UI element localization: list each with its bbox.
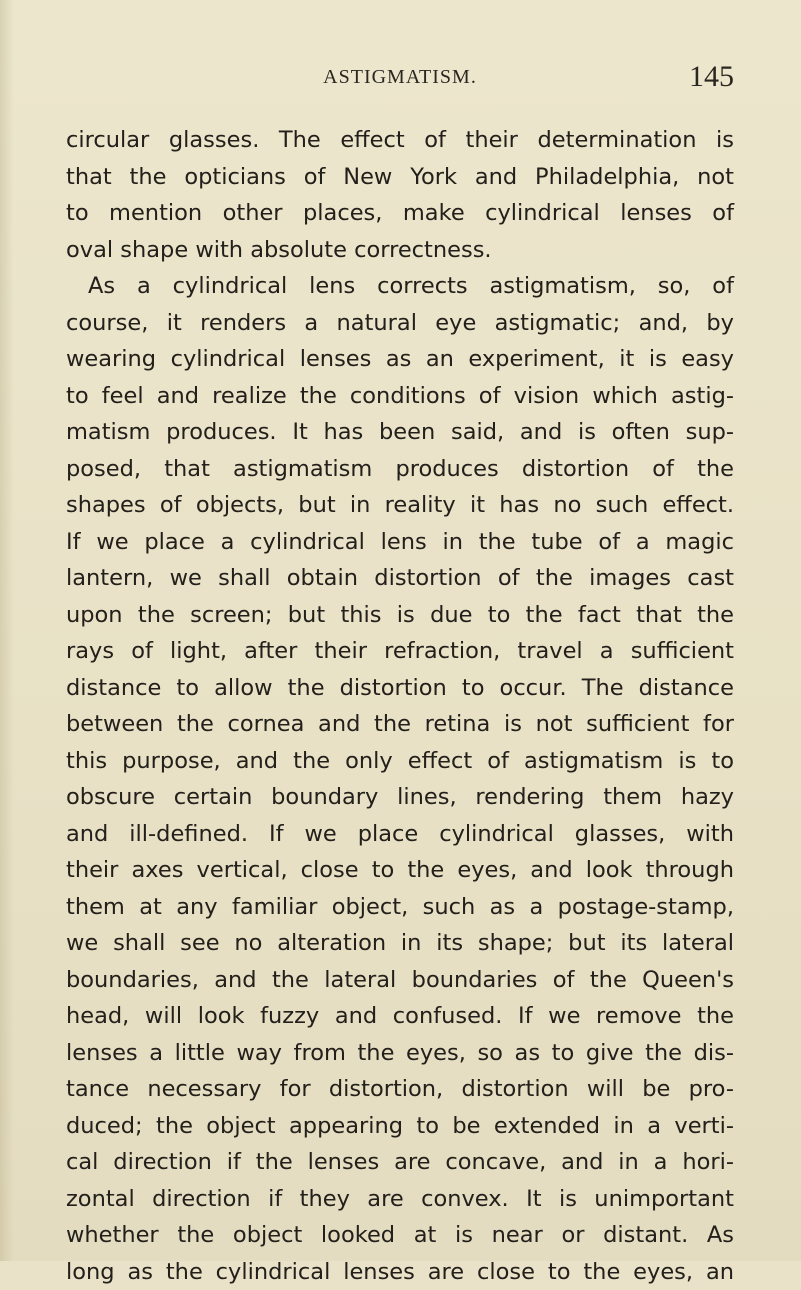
text-line: cal direction if the lenses are concave, and in a hori-	[66, 1144, 734, 1181]
text-line: As a cylindrical lens corrects astigmatism, so, of	[66, 268, 734, 305]
text-line: their axes vertical, close to the eyes, and look through	[66, 852, 734, 889]
text-line: If we place a cylindrical lens in the tube of a magic	[66, 524, 734, 561]
text-line: them at any familiar object, such as a postage-stamp,	[66, 889, 734, 926]
text-line: upon the screen; but this is due to the fact that the	[66, 597, 734, 634]
text-line: and ill-defined. If we place cylindrical glasses, with	[66, 816, 734, 853]
text-line: we shall see no alteration in its shape; but its lateral	[66, 925, 734, 962]
text-line: shapes of objects, but in reality it has no such effect.	[66, 487, 734, 524]
text-line: between the cornea and the retina is not sufficient for	[66, 706, 734, 743]
text-line: obscure certain boundary lines, rendering them hazy	[66, 779, 734, 816]
text-line: wearing cylindrical lenses as an experiment, it is easy	[66, 341, 734, 378]
text-line: lantern, we shall obtain distortion of the images cast	[66, 560, 734, 597]
text-line: lenses a little way from the eyes, so as to give the dis-	[66, 1035, 734, 1072]
text-line: whether the object looked at is near or distant. As	[66, 1217, 734, 1254]
text-line: zontal direction if they are convex. It is unimportant	[66, 1181, 734, 1218]
body-text	[66, 122, 734, 1290]
text-line: boundaries, and the lateral boundaries of the Queen's	[66, 962, 734, 999]
text-line: that the opticians of New York and Philadelphia, not	[66, 159, 734, 196]
text-line: rays of light, after their refraction, travel a sufficient	[66, 633, 734, 670]
text-line: distance to allow the distortion to occur. The distance	[66, 670, 734, 707]
text-line: course, it renders a natural eye astigmatic; and, by	[66, 305, 734, 342]
running-title: ASTIGMATISM.	[66, 66, 734, 89]
text-line: tance necessary for distortion, distortion will be pro-	[66, 1071, 734, 1108]
page-number: 145	[689, 60, 734, 94]
text-line: posed, that astigmatism produces distortion of the	[66, 451, 734, 488]
text-line: head, will look fuzzy and confused. If we remove the	[66, 998, 734, 1035]
text-line: this purpose, and the only effect of astigmatism is to	[66, 743, 734, 780]
text-line: matism produces. It has been said, and is often sup-	[66, 414, 734, 451]
text-line: circular glasses. The effect of their determination is	[66, 122, 734, 159]
text-line: to feel and realize the conditions of vision which astig-	[66, 378, 734, 415]
text-line: duced; the object appearing to be extended in a verti-	[66, 1108, 734, 1145]
text-line: long as the cylindrical lenses are close to the eyes, an	[66, 1254, 734, 1290]
text-line: oval shape with absolute correctness.	[66, 232, 734, 269]
page-header	[66, 60, 734, 100]
text-line: to mention other places, make cylindrical lenses of	[66, 195, 734, 232]
